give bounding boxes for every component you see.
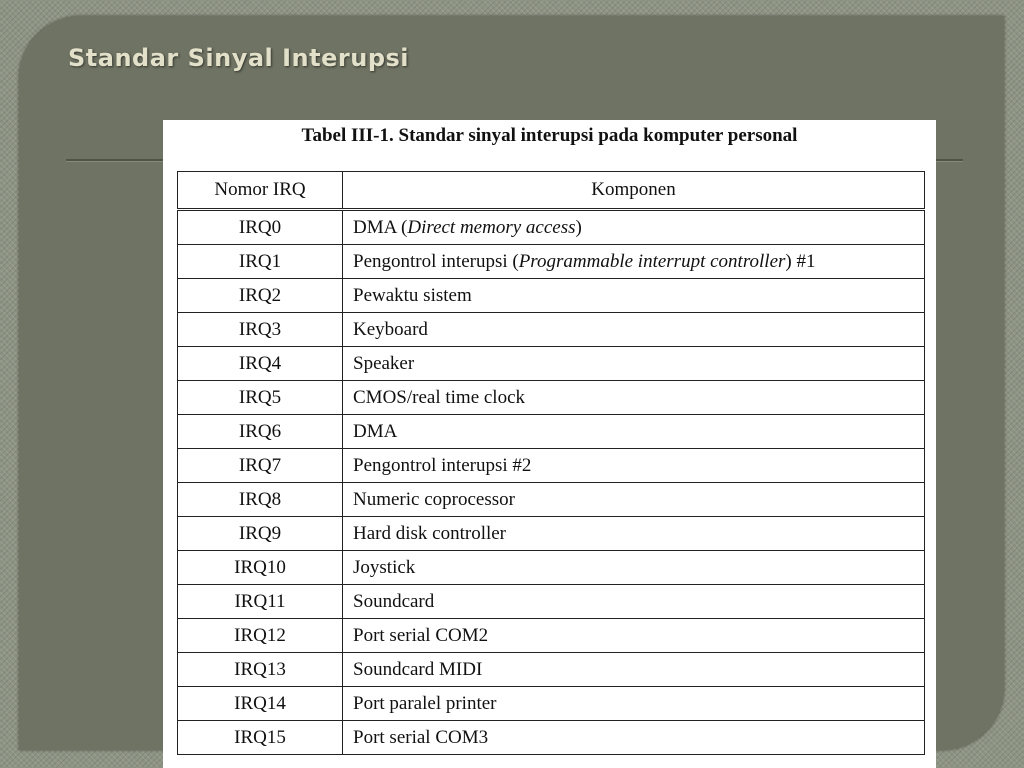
irq-number-cell: IRQ2 xyxy=(178,279,343,313)
component-cell: Pengontrol interupsi (Programmable interrupt controller) #1 xyxy=(343,245,925,279)
irq-number-cell: IRQ13 xyxy=(178,653,343,687)
table-row xyxy=(178,721,925,755)
component-cell: Speaker xyxy=(343,347,925,381)
component-cell: Joystick xyxy=(343,551,925,585)
irq-number-cell: IRQ8 xyxy=(178,483,343,517)
table-row xyxy=(178,279,925,313)
irq-number-cell: IRQ1 xyxy=(178,245,343,279)
table-row xyxy=(178,347,925,381)
table-row xyxy=(178,245,925,279)
component-cell: DMA xyxy=(343,415,925,449)
table-row xyxy=(178,210,925,245)
irq-number-cell: IRQ6 xyxy=(178,415,343,449)
table-caption: Tabel III-1. Standar sinyal interupsi pada komputer personal xyxy=(301,125,798,146)
table-row xyxy=(178,585,925,619)
irq-number-cell: IRQ7 xyxy=(178,449,343,483)
table-row xyxy=(178,687,925,721)
component-cell: Soundcard xyxy=(343,585,925,619)
irq-number-cell: IRQ5 xyxy=(178,381,343,415)
table-row xyxy=(178,483,925,517)
irq-number-cell: IRQ14 xyxy=(178,687,343,721)
component-cell: Port serial COM3 xyxy=(343,721,925,755)
component-cell: DMA (Direct memory access) xyxy=(343,210,925,245)
component-cell: Port serial COM2 xyxy=(343,619,925,653)
component-cell: Pengontrol interupsi #2 xyxy=(343,449,925,483)
table-row xyxy=(178,381,925,415)
irq-number-cell: IRQ11 xyxy=(178,585,343,619)
table-header-row xyxy=(178,172,925,210)
component-cell: Port paralel printer xyxy=(343,687,925,721)
irq-number-cell: IRQ12 xyxy=(178,619,343,653)
irq-number-cell: IRQ10 xyxy=(178,551,343,585)
table-row xyxy=(178,415,925,449)
component-cell: Keyboard xyxy=(343,313,925,347)
component-cell: CMOS/real time clock xyxy=(343,381,925,415)
component-cell: Soundcard MIDI xyxy=(343,653,925,687)
table-row xyxy=(178,551,925,585)
slide-title: Standar Sinyal Interupsi xyxy=(68,44,410,72)
header-irq-number: Nomor IRQ xyxy=(178,172,343,210)
table-figure xyxy=(163,120,936,768)
irq-number-cell: IRQ0 xyxy=(178,210,343,245)
component-cell: Numeric coprocessor xyxy=(343,483,925,517)
irq-number-cell: IRQ15 xyxy=(178,721,343,755)
irq-number-cell: IRQ3 xyxy=(178,313,343,347)
irq-number-cell: IRQ4 xyxy=(178,347,343,381)
table-row xyxy=(178,517,925,551)
table-row xyxy=(178,449,925,483)
table-row xyxy=(178,619,925,653)
table-row xyxy=(178,313,925,347)
component-cell: Pewaktu sistem xyxy=(343,279,925,313)
table-row xyxy=(178,653,925,687)
header-component: Komponen xyxy=(343,172,925,210)
component-cell: Hard disk controller xyxy=(343,517,925,551)
irq-table xyxy=(177,171,925,755)
irq-number-cell: IRQ9 xyxy=(178,517,343,551)
